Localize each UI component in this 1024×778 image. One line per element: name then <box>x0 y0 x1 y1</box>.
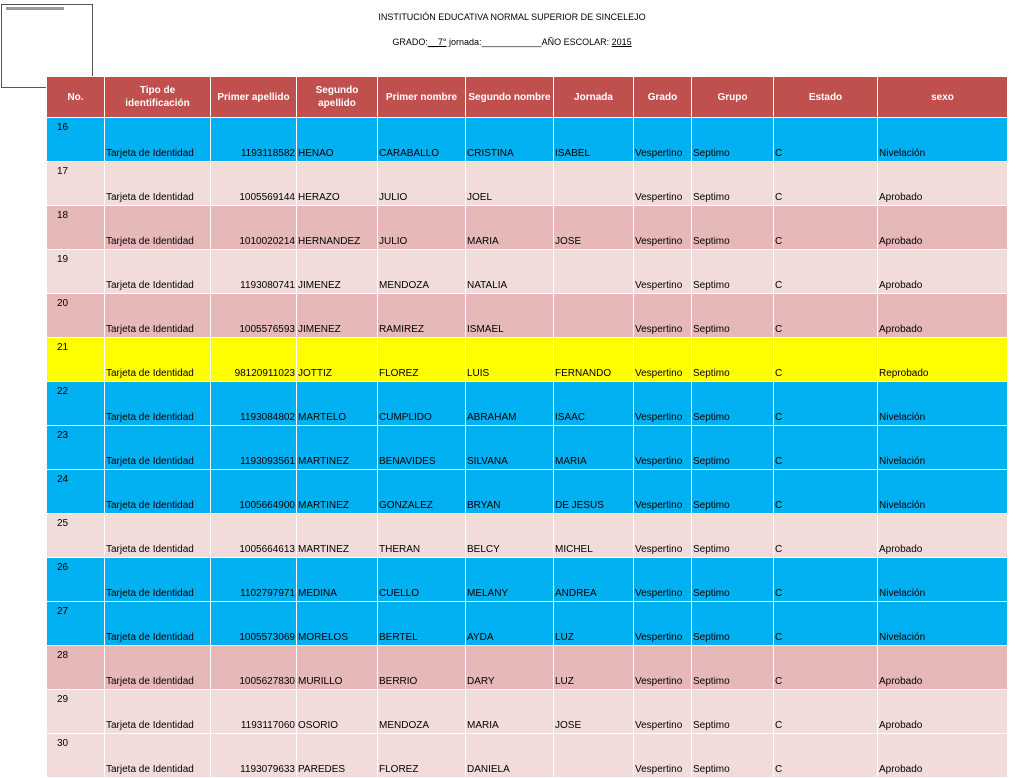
segundo-nombre-cell: LUZ <box>554 602 634 646</box>
id-type-cell: Tarjeta de Identidad <box>105 690 211 734</box>
estado-cell: Nivelación <box>878 426 1008 470</box>
grupo-cell: C <box>774 470 878 514</box>
grado-cell: Septimo <box>692 250 774 294</box>
document-number-cell: 1005664613 <box>211 514 297 558</box>
col-header-grado: Grado <box>634 77 692 118</box>
grupo-cell: C <box>774 602 878 646</box>
segundo-apellido-cell: BERRIO <box>378 646 466 690</box>
primer-apellido-cell: MURILLO <box>297 646 378 690</box>
document-number-cell: 98120911023 <box>211 338 297 382</box>
col-header-primer-apellido: Primer apellido <box>211 77 297 118</box>
estado-cell: Nivelación <box>878 382 1008 426</box>
id-type-cell: Tarjeta de Identidad <box>105 206 211 250</box>
primer-nombre-cell: JOEL <box>466 162 554 206</box>
estado-cell: Aprobado <box>878 734 1008 778</box>
table-row <box>47 162 1008 206</box>
estado-cell: Nivelación <box>878 470 1008 514</box>
grado-cell: Septimo <box>692 470 774 514</box>
estado-cell: Nivelación <box>878 118 1008 162</box>
grado-label: GRADO: <box>392 37 428 47</box>
row-number: 28 <box>47 646 105 690</box>
primer-apellido-cell: JIMENEZ <box>297 294 378 338</box>
document-number-cell: 1193084802 <box>211 382 297 426</box>
primer-nombre-cell: BELCY <box>466 514 554 558</box>
jornada-label: jornada: <box>448 37 482 47</box>
grado-cell: Septimo <box>692 646 774 690</box>
logo-caption-line <box>6 7 64 10</box>
primer-nombre-cell: DARY <box>466 646 554 690</box>
id-type-cell: Tarjeta de Identidad <box>105 118 211 162</box>
document-number-cell: 1005664900 <box>211 470 297 514</box>
table-row <box>47 558 1008 602</box>
grado-cell: Septimo <box>692 382 774 426</box>
primer-apellido-cell: HENAO <box>297 118 378 162</box>
grupo-cell: C <box>774 162 878 206</box>
segundo-nombre-cell: MARIA <box>554 426 634 470</box>
row-number: 23 <box>47 426 105 470</box>
segundo-apellido-cell: BENAVIDES <box>378 426 466 470</box>
document-number-cell: 1193117060 <box>211 690 297 734</box>
primer-apellido-cell: MORELOS <box>297 602 378 646</box>
document-number-cell: 1005576593 <box>211 294 297 338</box>
primer-nombre-cell: MELANY <box>466 558 554 602</box>
document-number-cell: 1005627830 <box>211 646 297 690</box>
segundo-apellido-cell: CARABALLO <box>378 118 466 162</box>
col-header-segundo-apellido: Segundo apellido <box>297 77 378 118</box>
segundo-nombre-cell: JOSE <box>554 690 634 734</box>
segundo-nombre-cell <box>554 250 634 294</box>
jornada-cell: Vespertino <box>634 514 692 558</box>
table-row <box>47 602 1008 646</box>
row-number: 18 <box>47 206 105 250</box>
institution-title: INSTITUCIÓN EDUCATIVA NORMAL SUPERIOR DE SINCELEJO <box>378 12 646 22</box>
primer-apellido-cell: MARTINEZ <box>297 470 378 514</box>
jornada-cell: Vespertino <box>634 206 692 250</box>
row-number: 21 <box>47 338 105 382</box>
primer-nombre-cell: DANIELA <box>466 734 554 778</box>
grupo-cell: C <box>774 118 878 162</box>
id-type-cell: Tarjeta de Identidad <box>105 338 211 382</box>
segundo-nombre-cell: ANDREA <box>554 558 634 602</box>
row-number: 26 <box>47 558 105 602</box>
primer-nombre-cell: MARIA <box>466 690 554 734</box>
jornada-cell: Vespertino <box>634 690 692 734</box>
grado-cell: Septimo <box>692 734 774 778</box>
id-type-cell: Tarjeta de Identidad <box>105 162 211 206</box>
grado-cell: Septimo <box>692 690 774 734</box>
segundo-nombre-cell <box>554 734 634 778</box>
col-header-estado: Estado <box>774 77 878 118</box>
segundo-apellido-cell: THERAN <box>378 514 466 558</box>
document-number-cell: 1102797971 <box>211 558 297 602</box>
estado-cell: Aprobado <box>878 514 1008 558</box>
grado-cell: Septimo <box>692 426 774 470</box>
primer-apellido-cell: PAREDES <box>297 734 378 778</box>
segundo-nombre-cell: FERNANDO <box>554 338 634 382</box>
grupo-cell: C <box>774 206 878 250</box>
row-number: 16 <box>47 118 105 162</box>
document-number-cell: 1010020214 <box>211 206 297 250</box>
segundo-nombre-cell: ISAAC <box>554 382 634 426</box>
id-type-cell: Tarjeta de Identidad <box>105 470 211 514</box>
segundo-apellido-cell: GONZALEZ <box>378 470 466 514</box>
table-row <box>47 514 1008 558</box>
primer-nombre-cell: MARIA <box>466 206 554 250</box>
segundo-apellido-cell: CUMPLIDO <box>378 382 466 426</box>
id-type-cell: Tarjeta de Identidad <box>105 734 211 778</box>
estado-cell: Nivelación <box>878 602 1008 646</box>
jornada-cell: Vespertino <box>634 646 692 690</box>
table-row <box>47 206 1008 250</box>
jornada-cell: Vespertino <box>634 294 692 338</box>
primer-nombre-cell: SILVANA <box>466 426 554 470</box>
segundo-nombre-cell <box>554 294 634 338</box>
table-row <box>47 690 1008 734</box>
col-header-segundo-nombre: Segundo nombre <box>466 77 554 118</box>
grado-cell: Septimo <box>692 338 774 382</box>
document-number-cell: 1193093561 <box>211 426 297 470</box>
primer-nombre-cell: NATALIA <box>466 250 554 294</box>
jornada-cell: Vespertino <box>634 338 692 382</box>
document-number-cell: 1193079633 <box>211 734 297 778</box>
segundo-nombre-cell: ISABEL <box>554 118 634 162</box>
id-type-cell: Tarjeta de Identidad <box>105 294 211 338</box>
table-row <box>47 338 1008 382</box>
id-type-cell: Tarjeta de Identidad <box>105 646 211 690</box>
grado-cell: Septimo <box>692 162 774 206</box>
row-number: 24 <box>47 470 105 514</box>
table-row <box>47 382 1008 426</box>
grado-cell: Septimo <box>692 294 774 338</box>
row-number: 25 <box>47 514 105 558</box>
id-type-cell: Tarjeta de Identidad <box>105 514 211 558</box>
table-row <box>47 250 1008 294</box>
primer-apellido-cell: JOTTIZ <box>297 338 378 382</box>
primer-apellido-cell: OSORIO <box>297 690 378 734</box>
row-number: 19 <box>47 250 105 294</box>
table-row <box>47 734 1008 778</box>
segundo-apellido-cell: CUELLO <box>378 558 466 602</box>
jornada-cell: Vespertino <box>634 118 692 162</box>
grado-cell: Septimo <box>692 206 774 250</box>
estado-cell: Aprobado <box>878 250 1008 294</box>
id-type-cell: Tarjeta de Identidad <box>105 382 211 426</box>
grupo-cell: C <box>774 382 878 426</box>
row-number: 29 <box>47 690 105 734</box>
document-number-cell: 1005573069 <box>211 602 297 646</box>
primer-nombre-cell: ISMAEL <box>466 294 554 338</box>
primer-apellido-cell: MEDINA <box>297 558 378 602</box>
grado-cell: Septimo <box>692 514 774 558</box>
jornada-cell: Vespertino <box>634 382 692 426</box>
segundo-apellido-cell: FLOREZ <box>378 338 466 382</box>
col-header-tipo: Tipo de identificación <box>105 77 211 118</box>
estado-cell: Aprobado <box>878 206 1008 250</box>
jornada-cell: Vespertino <box>634 250 692 294</box>
document-number-cell: 1193118582 <box>211 118 297 162</box>
col-header-sexo: sexo <box>878 77 1008 118</box>
col-header-primer-nombre: Primer nombre <box>378 77 466 118</box>
col-header-jornada: Jornada <box>554 77 634 118</box>
row-number: 27 <box>47 602 105 646</box>
segundo-apellido-cell: MENDOZA <box>378 250 466 294</box>
grado-value: __7° <box>427 37 447 47</box>
grupo-cell: C <box>774 250 878 294</box>
estado-cell: Aprobado <box>878 294 1008 338</box>
anio-label: AÑO ESCOLAR: <box>541 37 610 47</box>
jornada-cell: Vespertino <box>634 602 692 646</box>
table-row <box>47 426 1008 470</box>
primer-nombre-cell: LUIS <box>466 338 554 382</box>
grupo-cell: C <box>774 734 878 778</box>
jornada-value: ____________ <box>481 37 542 47</box>
grupo-cell: C <box>774 690 878 734</box>
estado-cell: Nivelación <box>878 558 1008 602</box>
id-type-cell: Tarjeta de Identidad <box>105 602 211 646</box>
col-header-grupo: Grupo <box>692 77 774 118</box>
row-number: 22 <box>47 382 105 426</box>
primer-apellido-cell: MARTELO <box>297 382 378 426</box>
row-number: 30 <box>47 734 105 778</box>
estado-cell: Reprobado <box>878 338 1008 382</box>
segundo-apellido-cell: JULIO <box>378 162 466 206</box>
jornada-cell: Vespertino <box>634 426 692 470</box>
segundo-apellido-cell: BERTEL <box>378 602 466 646</box>
segundo-apellido-cell: JULIO <box>378 206 466 250</box>
segundo-nombre-cell: MICHEL <box>554 514 634 558</box>
row-number: 20 <box>47 294 105 338</box>
segundo-nombre-cell: LUZ <box>554 646 634 690</box>
anio-value: 2015 <box>611 37 632 47</box>
primer-apellido-cell: MARTINEZ <box>297 514 378 558</box>
grade-line <box>0 37 1024 47</box>
estado-cell: Aprobado <box>878 162 1008 206</box>
id-type-cell: Tarjeta de Identidad <box>105 558 211 602</box>
estado-cell: Aprobado <box>878 646 1008 690</box>
student-roster-table <box>46 76 1008 778</box>
table-row <box>47 470 1008 514</box>
jornada-cell: Vespertino <box>634 558 692 602</box>
primer-nombre-cell: AYDA <box>466 602 554 646</box>
segundo-apellido-cell: FLOREZ <box>378 734 466 778</box>
jornada-cell: Vespertino <box>634 162 692 206</box>
col-header-no: No. <box>47 77 105 118</box>
estado-cell: Aprobado <box>878 690 1008 734</box>
primer-apellido-cell: HERAZO <box>297 162 378 206</box>
primer-nombre-cell: ABRAHAM <box>466 382 554 426</box>
segundo-apellido-cell: RAMIREZ <box>378 294 466 338</box>
jornada-cell: Vespertino <box>634 470 692 514</box>
table-row <box>47 118 1008 162</box>
grupo-cell: C <box>774 294 878 338</box>
grupo-cell: C <box>774 426 878 470</box>
primer-apellido-cell: JIMENEZ <box>297 250 378 294</box>
primer-apellido-cell: HERNANDEZ <box>297 206 378 250</box>
document-number-cell: 1005569144 <box>211 162 297 206</box>
segundo-nombre-cell: JOSE <box>554 206 634 250</box>
table-row <box>47 294 1008 338</box>
segundo-apellido-cell: MENDOZA <box>378 690 466 734</box>
id-type-cell: Tarjeta de Identidad <box>105 250 211 294</box>
document-number-cell: 1193080741 <box>211 250 297 294</box>
id-type-cell: Tarjeta de Identidad <box>105 426 211 470</box>
row-number: 17 <box>47 162 105 206</box>
grado-cell: Septimo <box>692 118 774 162</box>
segundo-nombre-cell <box>554 162 634 206</box>
grupo-cell: C <box>774 646 878 690</box>
table-row <box>47 646 1008 690</box>
jornada-cell: Vespertino <box>634 734 692 778</box>
grupo-cell: C <box>774 514 878 558</box>
primer-nombre-cell: CRISTINA <box>466 118 554 162</box>
grado-cell: Septimo <box>692 602 774 646</box>
primer-nombre-cell: BRYAN <box>466 470 554 514</box>
segundo-nombre-cell: DE JESUS <box>554 470 634 514</box>
primer-apellido-cell: MARTINEZ <box>297 426 378 470</box>
grupo-cell: C <box>774 558 878 602</box>
grupo-cell: C <box>774 338 878 382</box>
header-row <box>47 77 1008 118</box>
grado-cell: Septimo <box>692 558 774 602</box>
